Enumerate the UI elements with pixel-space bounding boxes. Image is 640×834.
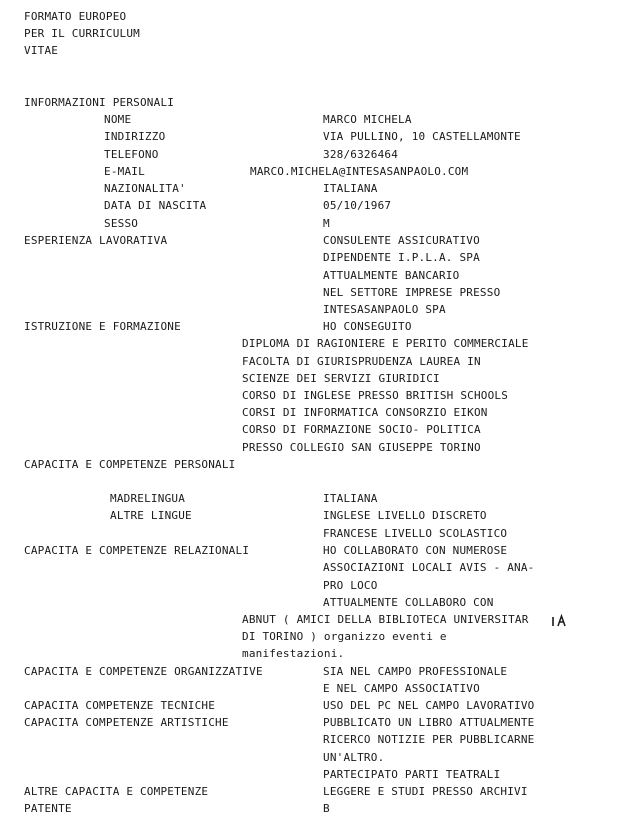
email-label: E-MAIL bbox=[104, 165, 145, 178]
sex-value: M bbox=[323, 217, 330, 230]
experience-line: INTESASANPAOLO SPA bbox=[323, 303, 446, 316]
education-line: CORSO DI INGLESE PRESSO BRITISH SCHOOLS bbox=[242, 389, 509, 402]
education-line: DIPLOMA DI RAGIONIERE E PERITO COMMERCIALE bbox=[242, 337, 529, 350]
education-heading: ISTRUZIONE E FORMAZIONE bbox=[24, 320, 181, 333]
nationality-value: ITALIANA bbox=[323, 182, 378, 195]
address-value: VIA PULLINO, 10 CASTELLAMONTE bbox=[323, 130, 521, 143]
organizational-line: SIA NEL CAMPO PROFESSIONALE bbox=[323, 665, 508, 678]
other-skills-heading: ALTRE CAPACITA E COMPETENZE bbox=[24, 785, 209, 798]
sex-label: SESSO bbox=[104, 217, 139, 230]
nationality-label: NAZIONALITA' bbox=[104, 182, 186, 195]
relational-wide-line: DI TORINO ) organizzo eventi e bbox=[242, 630, 447, 643]
other-languages-label: ALTRE LINGUE bbox=[110, 509, 192, 522]
mother-tongue-value: ITALIANA bbox=[323, 492, 378, 505]
personal-heading: INFORMAZIONI PERSONALI bbox=[24, 96, 175, 109]
license-value: B bbox=[323, 802, 330, 815]
other-languages-line: FRANCESE LIVELLO SCOLASTICO bbox=[323, 527, 508, 540]
relational-heading: CAPACITA E COMPETENZE RELAZIONALI bbox=[24, 544, 250, 557]
birthdate-value: 05/10/1967 bbox=[323, 199, 392, 212]
technical-heading: CAPACITA COMPETENZE TECNICHE bbox=[24, 699, 216, 712]
technical-value: USO DEL PC NEL CAMPO LAVORATIVO bbox=[323, 699, 535, 712]
phone-value: 328/6326464 bbox=[323, 148, 399, 161]
artistic-line: RICERCO NOTIZIE PER PUBBLICARNE bbox=[323, 733, 535, 746]
artistic-line: PUBBLICATO UN LIBRO ATTUALMENTE bbox=[323, 716, 535, 729]
artistic-line: UN'ALTRO. bbox=[323, 751, 385, 764]
relational-line: ASSOCIAZIONI LOCALI AVIS - ANA- bbox=[323, 561, 535, 574]
relational-line: HO COLLABORATO CON NUMEROSE bbox=[323, 544, 508, 557]
education-line: CORSO DI FORMAZIONE SOCIO- POLITICA bbox=[242, 423, 481, 436]
experience-line: NEL SETTORE IMPRESE PRESSO bbox=[323, 286, 501, 299]
birthdate-label: DATA DI NASCITA bbox=[104, 199, 207, 212]
education-line: SCIENZE DEI SERVIZI GIURIDICI bbox=[242, 372, 440, 385]
education-line: CORSI DI INFORMATICA CONSORZIO EIKON bbox=[242, 406, 488, 419]
name-value: MARCO MICHELA bbox=[323, 113, 412, 126]
header-line-1: FORMATO EUROPEO bbox=[24, 10, 127, 23]
artistic-heading: CAPACITA COMPETENZE ARTISTICHE bbox=[24, 716, 229, 729]
experience-line: CONSULENTE ASSICURATIVO bbox=[323, 234, 480, 247]
experience-line: ATTUALMENTE BANCARIO bbox=[323, 269, 460, 282]
education-intro: HO CONSEGUITO bbox=[323, 320, 412, 333]
license-heading: PATENTE bbox=[24, 802, 72, 815]
other-languages-line: INGLESE LIVELLO DISCRETO bbox=[323, 509, 487, 522]
education-line: FACOLTA DI GIURISPRUDENZA LAUREA IN bbox=[242, 355, 481, 368]
education-line: PRESSO COLLEGIO SAN GIUSEPPE TORINO bbox=[242, 441, 481, 454]
handwritten-ia-mark bbox=[552, 614, 568, 628]
header-line-2: PER IL CURRICULUM bbox=[24, 27, 140, 40]
relational-line: ATTUALMENTE COLLABORO CON bbox=[323, 596, 494, 609]
address-label: INDIRIZZO bbox=[104, 130, 166, 143]
experience-line: DIPENDENTE I.P.L.A. SPA bbox=[323, 251, 480, 264]
personal-skills-heading: CAPACITA E COMPETENZE PERSONALI bbox=[24, 458, 236, 471]
organizational-heading: CAPACITA E COMPETENZE ORGANIZZATIVE bbox=[24, 665, 263, 678]
artistic-line: PARTECIPATO PARTI TEATRALI bbox=[323, 768, 501, 781]
email-value: MARCO.MICHELA@INTESASANPAOLO.COM bbox=[250, 165, 469, 178]
phone-label: TELEFONO bbox=[104, 148, 159, 161]
relational-wide-line: manifestazioni. bbox=[242, 647, 345, 660]
mother-tongue-label: MADRELINGUA bbox=[110, 492, 186, 505]
name-label: NOME bbox=[104, 113, 132, 126]
relational-line: PRO LOCO bbox=[323, 579, 378, 592]
header-line-3: VITAE bbox=[24, 44, 59, 57]
other-skills-value: LEGGERE E STUDI PRESSO ARCHIVI bbox=[323, 785, 528, 798]
experience-heading: ESPERIENZA LAVORATIVA bbox=[24, 234, 168, 247]
relational-wide-line: ABNUT ( AMICI DELLA BIBLIOTECA UNIVERSITAR bbox=[242, 613, 529, 626]
organizational-line: E NEL CAMPO ASSOCIATIVO bbox=[323, 682, 480, 695]
